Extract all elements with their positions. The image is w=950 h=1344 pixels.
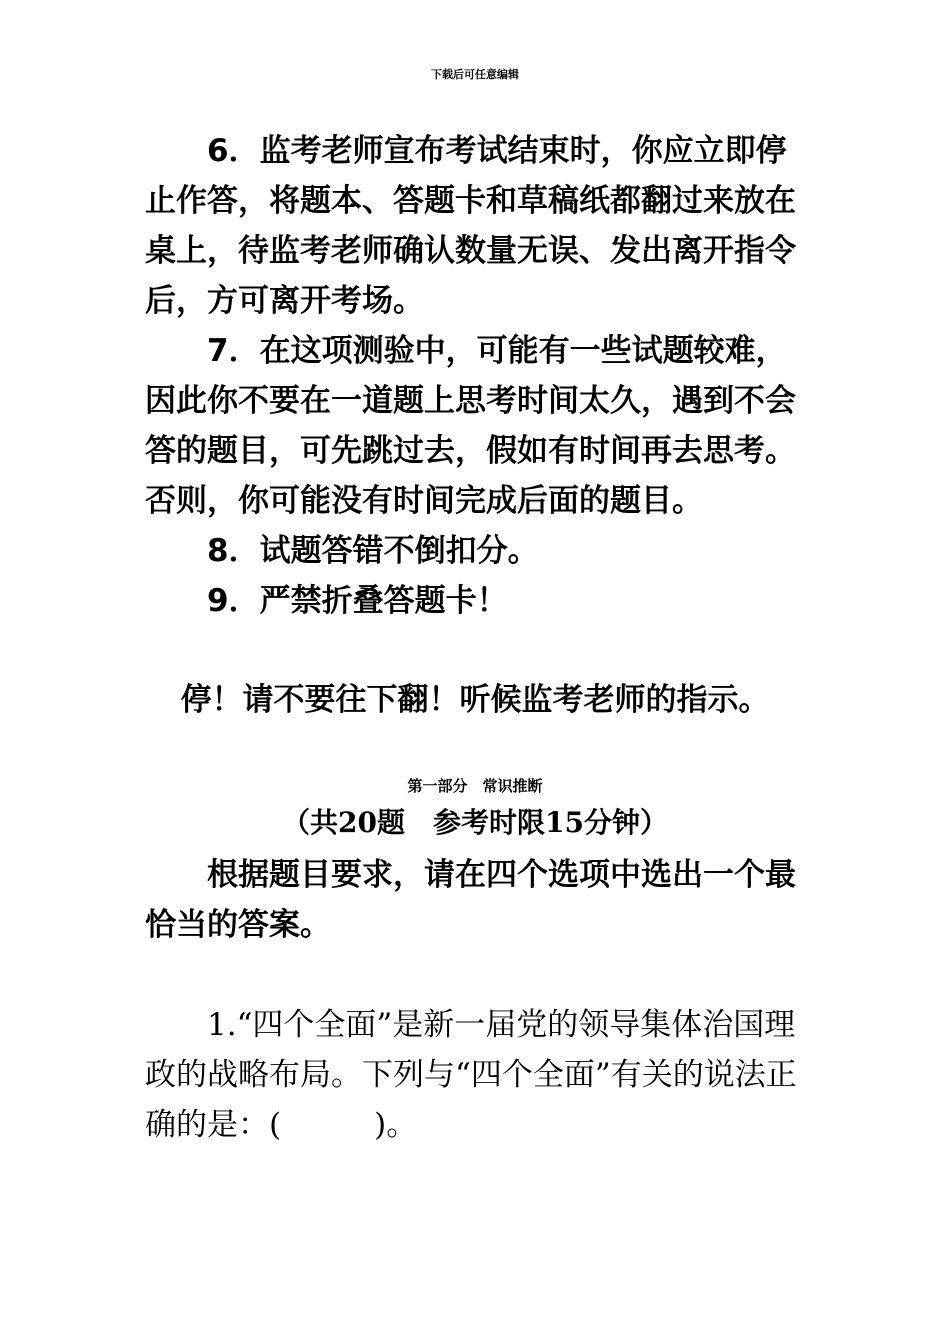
question-item (145, 1000, 810, 1150)
section-subtitle: （共20题 参考时限15分钟） (282, 806, 668, 839)
question-number: 1. (207, 1007, 237, 1043)
section-title: 第一部分 常识推断 (407, 777, 543, 795)
rule-item (145, 526, 810, 576)
rule-item (145, 326, 810, 526)
rule-number: 9． (207, 583, 260, 619)
rule-item (145, 576, 810, 626)
section-instruction-block (145, 850, 810, 950)
section-instruction: 根据题目要求，请在四个选项中选出一个最恰当的答案。 (145, 857, 796, 943)
rule-number: 8． (207, 533, 260, 569)
rule-item (145, 126, 810, 326)
rule-number: 7． (207, 333, 260, 369)
rule-text: 在这项测验中，可能有一些试题较难，因此你不要在一道题上思考时间太久，遇到不会答的题目，可先跳过去，假如有时间再去思考。否则，你可能没有时间完成后面的题目。 (145, 333, 796, 519)
rule-text: 试题答错不倒扣分。 (259, 533, 539, 569)
question-block (145, 1000, 810, 1150)
page-header: 下载后可任意编辑 (431, 68, 519, 81)
question-text: “四个全面”是新一届党的领导集体治国理政的战略布局。下列与“四个全面”有关的说法正确的是：( )。 (145, 1007, 797, 1143)
rules-list (145, 126, 810, 626)
rule-text: 监考老师宣布考试结束时，你应立即停止作答，将题本、答题卡和草稿纸都翻过来放在桌上，待监考老师确认数量无误、发出离开指令后，方可离开考场。 (145, 133, 796, 319)
rule-text: 严禁折叠答题卡！ (259, 583, 508, 619)
rule-number: 6． (207, 133, 260, 169)
stop-notice: 停！请不要往下翻！听候监考老师的指示。 (180, 682, 770, 718)
